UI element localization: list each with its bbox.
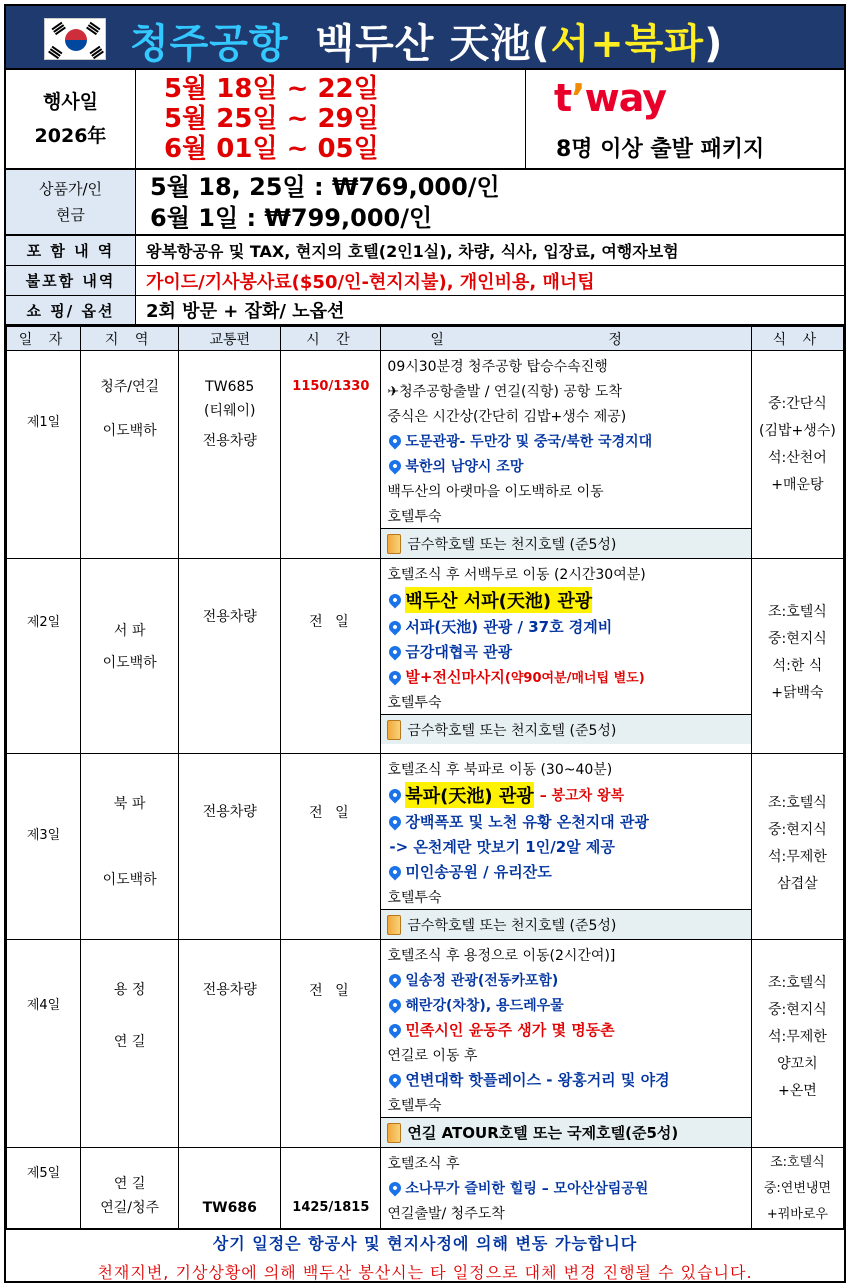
price-row [6,170,844,236]
location-pin-icon [387,1179,403,1196]
table-row: 제1일 청주/연길 이도백하 TW685 (티웨이) 전용차량 1150/1330 09시30분경 청주공항 탑승수속진행 ✈청주공항출발 / 연길(직항) 공항 도착 중식은 시간상(간단히 김밥+생수 제공) 도문관광- 두만강 및 중국/북한 국경지대 북한의 남양시 조망 백두산의 아랫마을 이도백하로 이동 호텔투숙 금수학호텔 또는 천지호텔 (준5성) 중:간단식 (김밥+생수) 석:산천어 +매운탕 [7,351,844,559]
location-pin-icon [387,618,403,635]
footer-note-weather: 천재지변, 기상상황에 의해 백두산 봉산시는 타 일정으로 대체 변경 진행될 수 있습니다. [97,1263,753,1282]
hotel-building-icon [387,915,401,935]
header-date: 일 자 [7,327,81,351]
header-region: 지 역 [81,327,179,351]
event-date-label: 행사일 2026年 [6,70,136,168]
hotel-info: 금수학호텔 또는 천지호텔 (준5성) [381,909,750,939]
hotel-building-icon [387,720,401,740]
tway-logo: t’way [554,76,666,120]
shopping-row: 쇼 핑/ 옵션 2회 방문 + 잡화/ 노옵션 [6,296,844,326]
header-meal: 식 사 [751,327,843,351]
location-pin-icon [387,457,403,474]
header-time: 시 간 [281,327,381,351]
footer-note-schedule-change: 상기 일정은 항공사 및 현지사정에 의해 변동 가능합니다 [212,1234,638,1253]
location-pin-icon [387,432,403,449]
excludes-row: 불포함 내역 가이드/기사봉사료($50/인-현지지불), 개인비용, 매너팁 [6,266,844,296]
table-row: 제2일 서 파 이도백하 전용차량 전 일 호텔조식 후 서백두로 이동 (2시간30여분) 백두산 서파(天池) 관광 서파(天池) 관광 / 37호 경계비 금강대협곡 관광 발+전신마사지 (약90여분/매너팁 별도) 호텔투숙 금수학호텔 또는 천지호텔 (준5성) 조:호텔식 중:현지식 석:한 식 +닭백숙 [7,559,844,754]
price-label: 상품가/인 현금 [6,170,136,234]
package-text: 8명 이상 출발 패키지 [556,137,765,162]
footer-notes [6,1229,844,1288]
location-pin-icon [387,668,403,685]
hotel-info: 금수학호텔 또는 천지호텔 (준5성) [381,528,750,558]
includes-row: 포 함 내 역 왕복항공유 및 TAX, 현지의 호텔(2인1실), 차량, 식사, 입장료, 여행자보험 [6,236,844,266]
itinerary-sheet [4,4,846,1283]
location-pin-icon [387,643,403,660]
title-banner [6,6,844,70]
event-dates: 5월 18일 ~ 22일 5월 25일 ~ 29일 6월 01일 ~ 05일 [136,70,526,168]
korean-flag-icon [44,18,106,60]
hotel-building-icon [387,1123,401,1143]
location-pin-icon [387,813,403,830]
table-header-row [7,327,844,351]
hotel-info: 연길 ATOUR호텔 또는 국제호텔(준5성) [381,1117,750,1147]
header-transport: 교통편 [179,327,281,351]
hotel-building-icon [387,534,401,554]
location-pin-icon [387,592,403,609]
page-title: 청주공항 백두산 天池(서+북파) [130,21,724,67]
itinerary-table [6,326,844,1229]
table-row: 제3일 북 파 이도백하 전용차량 전 일 호텔조식 후 북파로 이동 (30~40분) 북파(天池) 관광 – 봉고차 왕복 장백폭포 및 노천 유황 온천지대 관광 -> 온천계란 맛보기 1인/2알 제공 미인송공원 / 유리잔도 호텔투숙 금수학호텔 또는 천지호텔 (준5성) 조:호텔식 중:현지식 석:무제한 삼겹살 [7,754,844,940]
location-pin-icon [387,971,403,988]
location-pin-icon [387,996,403,1013]
location-pin-icon [387,1071,403,1088]
hotel-info: 금수학호텔 또는 천지호텔 (준5성) [381,714,750,744]
airline-box [526,70,844,168]
table-row: 제4일 용 정 연 길 전용차량 전 일 호텔조식 후 용정으로 이동(2시간여)] 일송정 관광(전동카포함) 해란강(차창), 용드레우물 민족시인 윤동주 생가 몇 명동촌 연길로 이동 후 연변대학 핫플레이스 - 왕홍거리 및 야경 호텔투숙 연길 ATOUR호텔 또는 국제호텔(준5성) 조:호텔식 중:현지식 석:무제한 양꼬치 +온면 [7,940,844,1148]
price-values: 5월 18, 25일 : ₩769,000/인 6월 1일 : ₩799,000/인 [150,173,500,232]
location-pin-icon [387,1021,403,1038]
table-row: 제5일 연 길 연길/청주 TW686 1425/1815 호텔조식 후 소나무가 즐비한 힐링 – 모아산삼림공원 연길출발/ 청주도착 조:호텔식 중:연변냉면 +꿔바로우 [7,1148,844,1229]
event-dates-row [6,70,844,170]
location-pin-icon [387,787,403,804]
header-schedule: 일 정 [381,327,751,351]
location-pin-icon [387,863,403,880]
